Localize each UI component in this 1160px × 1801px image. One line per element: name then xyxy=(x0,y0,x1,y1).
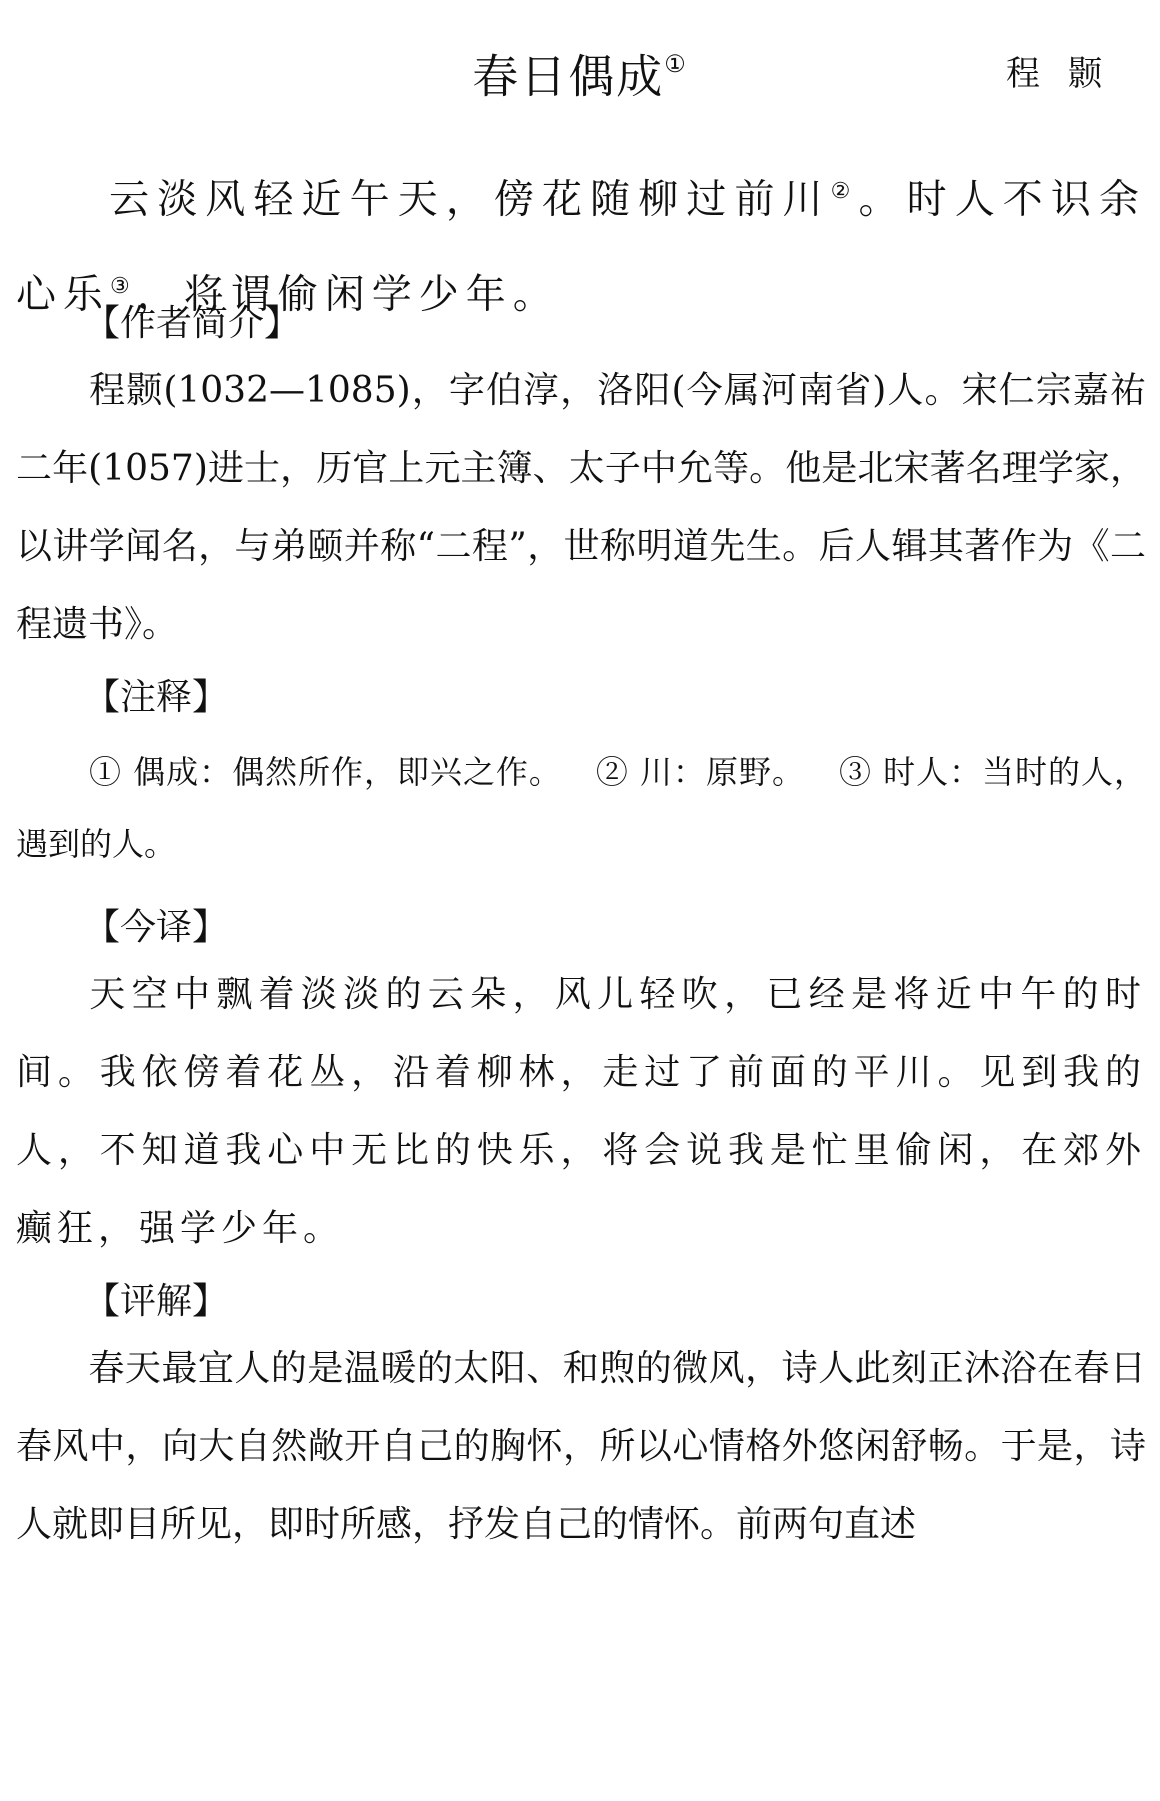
poem-line-part-3: ，将谓偷闲学少年。 xyxy=(136,271,560,318)
note-item-3: ③ 时人：当时的人，遇到的人。 xyxy=(16,753,1146,863)
note-item-2: ② 川：原野。 xyxy=(595,753,805,791)
commentary-paragraph xyxy=(16,1330,1146,1564)
poem-line-part-1: 云淡风轻近午天，傍花随柳过前川 xyxy=(108,176,831,223)
title-footnote-marker: ① xyxy=(664,50,688,78)
note-item-1: ① 偶成：偶然所作，即兴之作。 xyxy=(88,753,562,791)
footnote-marker-2: ② xyxy=(830,179,859,204)
author-intro-paragraph xyxy=(16,352,1146,664)
notes-list xyxy=(16,736,1146,880)
notes-heading: 【注释】 xyxy=(84,677,229,718)
translation-heading: 【今译】 xyxy=(84,907,229,948)
author-intro-heading: 【作者简介】 xyxy=(84,303,301,344)
footnote-marker-3: ③ xyxy=(110,274,137,300)
poem-line-part-2: 。时人不识余心乐 xyxy=(16,176,1146,318)
commentary-text: 春天最宜人的是温暖的太阳、和煦的微风，诗人此刻正沐浴在春日春风中，向大自然敞开自己的胸怀，所以心情格外悠闲舒畅。于是，诗人就即目所见，即时所感，抒发自己的情怀。前两句直述 xyxy=(16,1348,1146,1545)
translation-paragraph xyxy=(16,956,1146,1268)
poem-title-text: 春日偶成 xyxy=(472,49,665,104)
translation-text: 天空中飘着淡淡的云朵，风儿轻吹，已经是将近中午的时间。我依傍着花丛，沿着柳林，走过了前面的平川。见到我的人，不知道我心中无比的快乐，将会说我是忙里偷闲，在郊外癫狂，强学少年。 xyxy=(16,974,1146,1249)
poem-title xyxy=(0,38,1160,106)
commentary-heading: 【评解】 xyxy=(84,1281,229,1322)
poem-author: 程颢 xyxy=(1006,54,1130,94)
author-intro-text: 程颢(1032—1085)，字伯淳，洛阳(今属河南省)人。宋仁宗嘉祐二年(1057)进士，历官上元主簿、太子中允等。他是北宋著名理学家，以讲学闻名，与弟颐并称“二程”，世称明道先生。后人辑其著作为《二程遗书》。 xyxy=(16,370,1146,645)
